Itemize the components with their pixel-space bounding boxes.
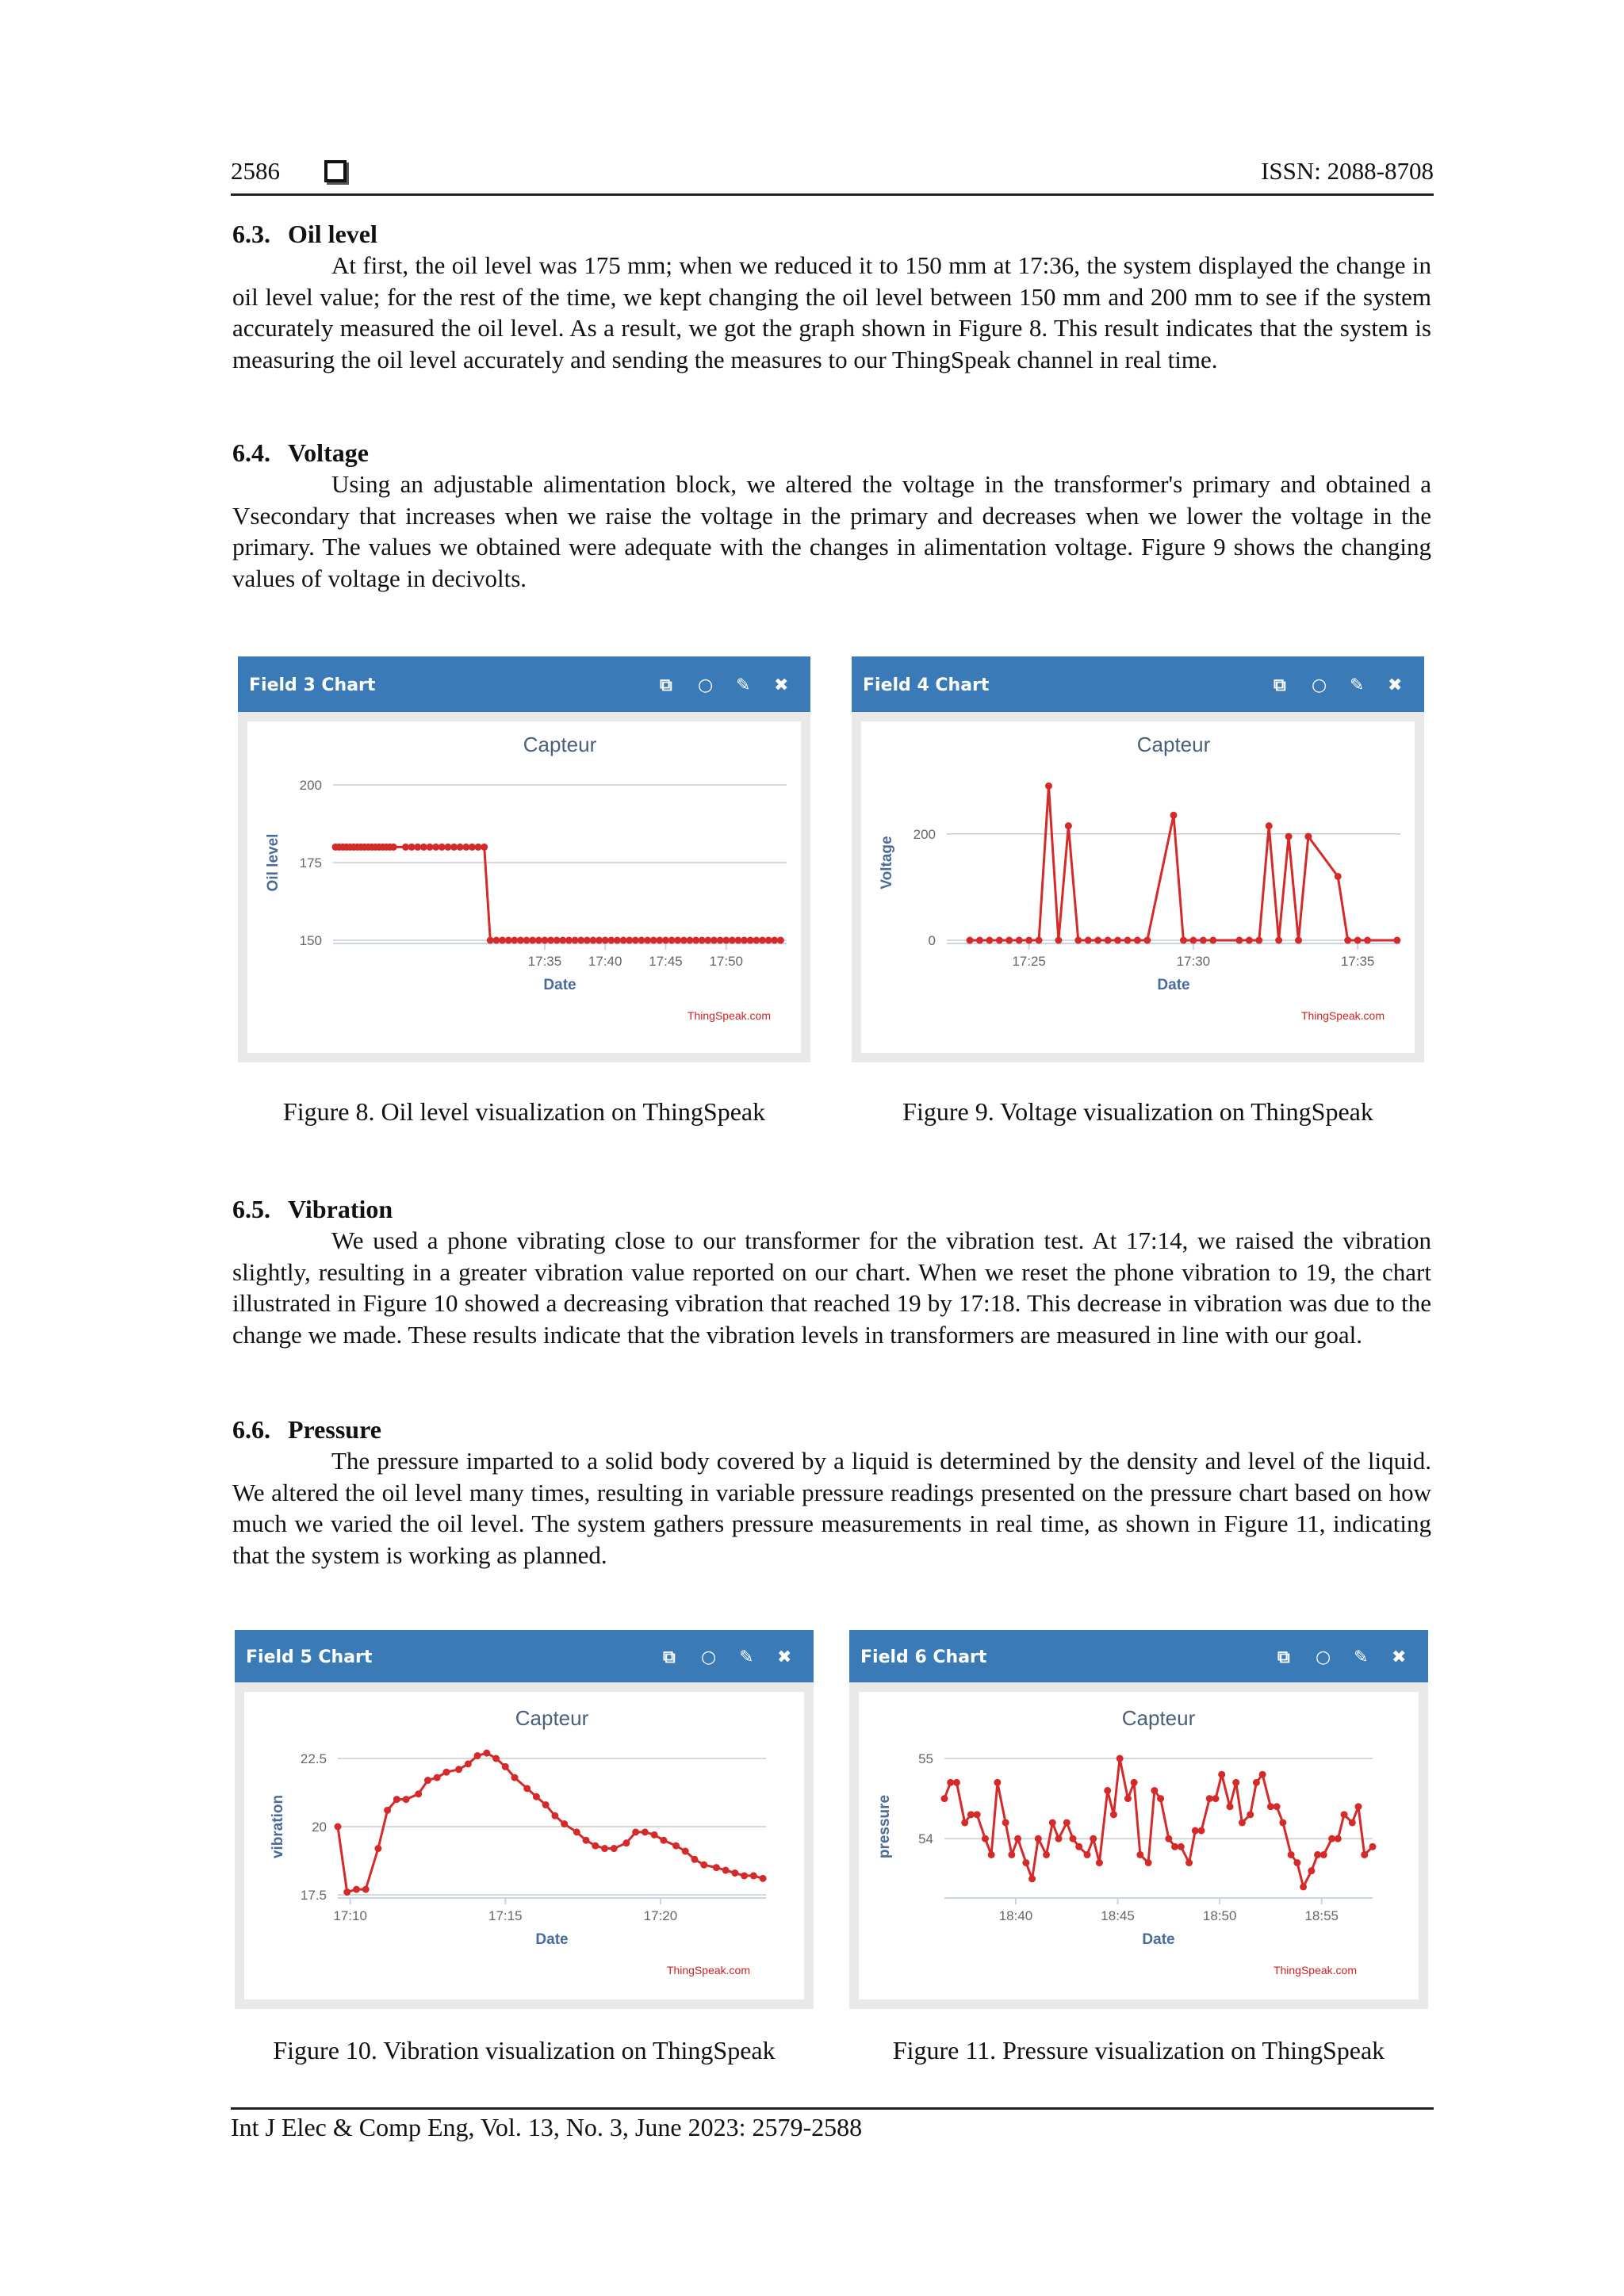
section-pressure — [232, 1414, 1431, 1571]
data-point — [741, 1872, 748, 1879]
data-point — [1143, 937, 1151, 944]
data-point — [492, 1755, 500, 1762]
data-point — [632, 1828, 639, 1835]
data-point — [611, 1845, 618, 1852]
data-point — [1085, 937, 1092, 944]
y-tick-label: 22.5 — [300, 1751, 327, 1766]
data-point — [455, 1766, 462, 1773]
data-point — [561, 1820, 568, 1827]
chart-card — [244, 1692, 804, 1999]
x-tick-label: 18:40 — [998, 1908, 1033, 1923]
data-point — [1344, 937, 1351, 944]
section-oil-level — [232, 218, 1431, 375]
data-point — [1369, 1843, 1377, 1850]
figure-10-caption: Figure 10. Vibration visualization on ThingSpeak — [273, 2036, 776, 2064]
data-point — [1178, 1843, 1185, 1850]
data-point — [1043, 1851, 1050, 1858]
data-point — [583, 1837, 590, 1844]
data-point — [1206, 1795, 1213, 1802]
data-point — [1170, 812, 1178, 819]
data-point — [1055, 1835, 1063, 1843]
data-point — [1025, 937, 1032, 944]
data-point — [1005, 937, 1013, 944]
chart-title: Capteur — [1121, 1706, 1196, 1730]
data-point — [713, 1864, 720, 1871]
chart-card — [247, 721, 801, 1053]
y-tick-label: 17.5 — [300, 1888, 327, 1903]
figure-8-oil-level-chart — [238, 656, 810, 1062]
data-point — [1349, 1819, 1356, 1826]
data-point — [1151, 1787, 1158, 1794]
data-point — [551, 1812, 558, 1820]
panel-title: Field 4 Chart — [863, 675, 990, 695]
data-point — [986, 937, 993, 944]
data-point — [1247, 1811, 1254, 1818]
data-point — [1314, 1851, 1321, 1858]
data-point — [1189, 937, 1197, 944]
data-point — [953, 1779, 960, 1786]
data-point — [1239, 1819, 1246, 1826]
data-point — [1105, 937, 1112, 944]
data-point — [542, 1801, 550, 1808]
thingspeak-credit: ThingSpeak.com — [687, 1009, 771, 1022]
x-tick-label: 18:55 — [1304, 1908, 1339, 1923]
chart-title: Capteur — [515, 1706, 589, 1730]
external-link-icon[interactable]: ⧉ — [660, 675, 672, 695]
data-point — [731, 1869, 738, 1877]
data-point — [961, 1819, 968, 1826]
data-point — [1157, 1795, 1164, 1802]
data-point — [1035, 1835, 1042, 1843]
data-point — [1393, 937, 1400, 944]
thingspeak-panel — [852, 656, 1424, 1062]
data-point — [1266, 822, 1273, 829]
data-point — [1124, 937, 1131, 944]
page-number: 2586 — [231, 157, 280, 185]
data-point — [1008, 1851, 1015, 1858]
data-point — [1361, 1851, 1368, 1858]
thingspeak-credit: ThingSpeak.com — [1300, 1009, 1385, 1022]
y-tick-label: 200 — [913, 826, 936, 842]
x-tick-label: 17:35 — [527, 954, 562, 969]
data-point — [1131, 1779, 1138, 1786]
data-point — [1227, 1803, 1234, 1810]
data-point — [1065, 822, 1072, 829]
data-point — [1335, 1835, 1342, 1843]
data-point — [622, 1839, 630, 1846]
y-tick-label: 55 — [918, 1751, 933, 1766]
section-heading: 6.6. Pressure — [232, 1415, 381, 1444]
data-point — [1200, 937, 1207, 944]
data-point — [760, 1875, 767, 1882]
data-point — [390, 844, 397, 851]
data-point — [1364, 937, 1371, 944]
figure-8-caption: Figure 8. Oil level visualization on ThingSpeak — [282, 1097, 766, 1126]
data-point — [1259, 1771, 1266, 1778]
data-point — [1354, 937, 1362, 944]
data-point — [1235, 937, 1243, 944]
thingspeak-panel — [238, 656, 810, 1062]
section-heading: 6.3. Oil level — [232, 220, 377, 248]
section-vibration — [232, 1193, 1431, 1350]
data-point — [1192, 1827, 1199, 1835]
y-tick-label: 20 — [312, 1820, 327, 1835]
figure-9-caption: Figure 9. Voltage visualization on ThingSpeak — [902, 1097, 1373, 1126]
data-point — [1285, 833, 1293, 840]
data-point — [415, 1790, 422, 1797]
thingspeak-panel — [849, 1630, 1428, 2009]
data-point — [1218, 1771, 1225, 1778]
data-point — [1070, 1835, 1077, 1843]
data-point — [1308, 1867, 1315, 1874]
data-point — [651, 1831, 658, 1839]
thingspeak-credit: ThingSpeak.com — [1273, 1964, 1357, 1976]
panel-title: Field 3 Chart — [249, 675, 376, 695]
data-point — [1104, 1787, 1111, 1794]
data-point — [362, 1886, 370, 1893]
data-point — [1328, 1835, 1335, 1843]
chart-title: Capteur — [523, 733, 597, 756]
data-point — [1355, 1803, 1362, 1810]
data-point — [1075, 1843, 1082, 1850]
data-point — [1209, 937, 1216, 944]
figure-11-caption: Figure 11. Pressure visualization on ThingSpeak — [892, 2036, 1385, 2064]
data-point — [700, 1862, 707, 1869]
data-point — [502, 1763, 509, 1770]
data-point — [672, 1843, 680, 1850]
data-point — [434, 1774, 441, 1781]
data-point — [1212, 1795, 1220, 1802]
data-point — [1165, 1835, 1172, 1843]
figure-9-voltage-chart — [852, 656, 1424, 1062]
data-point — [1232, 1779, 1239, 1786]
panel-title: Field 6 Chart — [860, 1647, 987, 1667]
x-tick-label: 17:10 — [333, 1908, 367, 1923]
data-point — [967, 937, 974, 944]
section-voltage — [232, 437, 1431, 594]
data-point — [1116, 1755, 1124, 1762]
data-point — [1134, 937, 1141, 944]
data-point — [982, 1835, 989, 1843]
x-tick-label: 17:20 — [643, 1908, 678, 1923]
data-point — [976, 937, 983, 944]
data-point — [1110, 1811, 1117, 1818]
section-paragraph: The pressure imparted to a solid body covered by a liquid is determined by the density and level of the liquid. We altered the oil level many times, resulting in variable pressure readings presented on the pressure chart based on how much we varied the oil level. The system gathers pressure measurements in real time, as shown in Figure 11, indicating that the system is working as planned. — [232, 1447, 1431, 1569]
data-point — [691, 1856, 699, 1863]
data-point — [511, 1774, 519, 1781]
data-point — [601, 1845, 608, 1852]
data-point — [1341, 1811, 1348, 1818]
external-link-icon[interactable]: ⧉ — [1274, 675, 1286, 695]
data-point — [1096, 1859, 1103, 1866]
data-point — [481, 844, 488, 851]
section-paragraph: We used a phone vibrating close to our transformer for the vibration test. At 17:14, we raised the vibration slightly, resulting in a greater vibration value reported on our chart. When we reset the phone vibration to 19, the chart illustrated in Figure 10 showed a decreasing vibration that reached 19 by 17:18. This decrease in vibration was due to the change we made. These results indicate that the vibration levels in transformers are measured in line with our goal. — [232, 1226, 1431, 1349]
data-point — [353, 1886, 360, 1893]
data-point — [1267, 1803, 1274, 1810]
data-point — [1055, 937, 1062, 944]
x-tick-label: 18:50 — [1202, 1908, 1237, 1923]
y-tick-label: 175 — [299, 855, 322, 871]
data-point — [967, 1811, 975, 1818]
data-point — [1295, 937, 1302, 944]
chart-card — [861, 721, 1415, 1053]
thingspeak-credit: ThingSpeak.com — [666, 1964, 750, 1976]
data-point — [1145, 1859, 1152, 1866]
y-tick-label: 150 — [299, 933, 322, 948]
data-point — [1293, 1859, 1300, 1866]
data-point — [1335, 873, 1342, 880]
x-tick-label: 17:50 — [709, 954, 744, 969]
data-point — [1255, 937, 1262, 944]
data-point — [424, 1777, 431, 1784]
page-header — [231, 155, 1434, 196]
data-point — [642, 1828, 649, 1835]
data-point — [1084, 1851, 1091, 1858]
data-point — [1288, 1851, 1295, 1858]
pencil-icon[interactable]: ✎ — [1354, 1647, 1369, 1667]
data-point — [1036, 937, 1043, 944]
x-axis-label: Date — [543, 977, 576, 993]
panel-title: Field 5 Chart — [246, 1647, 373, 1667]
x-tick-label: 17:30 — [1176, 954, 1211, 969]
figure-11-pressure-chart — [849, 1630, 1428, 2009]
data-point — [384, 1807, 391, 1814]
page-footer — [231, 2107, 1434, 2142]
data-point — [483, 1750, 490, 1757]
data-point — [474, 1752, 481, 1759]
x-tick-label: 17:35 — [1340, 954, 1375, 969]
data-point — [988, 1851, 995, 1858]
external-link-icon[interactable]: ⧉ — [663, 1647, 676, 1667]
data-point — [393, 1796, 400, 1803]
pencil-icon[interactable]: ✎ — [736, 675, 751, 695]
figure-10-vibration-chart — [235, 1630, 814, 2009]
data-point — [947, 1779, 954, 1786]
x-tick-label: 18:45 — [1101, 1908, 1135, 1923]
data-point — [660, 1837, 667, 1844]
close-icon[interactable]: ✖ — [1392, 1647, 1407, 1667]
data-point — [1063, 1819, 1071, 1826]
close-icon[interactable]: ✖ — [1388, 675, 1403, 695]
data-point — [374, 1845, 381, 1852]
data-point — [335, 1823, 342, 1831]
data-point — [533, 1793, 540, 1800]
comment-icon[interactable]: ○ — [698, 675, 714, 695]
external-link-icon[interactable]: ⧉ — [1277, 1647, 1290, 1667]
close-icon[interactable]: ✖ — [777, 1647, 792, 1667]
chart-title: Capteur — [1136, 733, 1211, 756]
data-point — [1124, 1795, 1132, 1802]
comment-icon[interactable]: ○ — [1316, 1647, 1331, 1667]
data-point — [1022, 1859, 1029, 1866]
data-point — [1185, 1859, 1193, 1866]
data-point — [996, 937, 1003, 944]
x-axis-label: Date — [1157, 977, 1190, 993]
y-axis-label: Voltage — [879, 836, 895, 890]
y-tick-label: 0 — [928, 933, 936, 948]
data-point — [1136, 1851, 1143, 1858]
section-paragraph: At first, the oil level was 175 mm; when we reduced it to 150 mm at 17:36, the system displayed the change in oil level value; for the rest of the time, we kept changing the oil level between 150 mm and 200 mm to see if the system accurately measured the oil level. As a result, we got the graph shown in Figure 8. This result indicates that the system is measuring the oil level accurately and sending the measures to our ThingSpeak channel in real time. — [232, 251, 1431, 373]
data-point — [1014, 1835, 1021, 1843]
data-point — [1320, 1851, 1327, 1858]
data-point — [1114, 937, 1121, 944]
section-paragraph: Using an adjustable alimentation block, we altered the voltage in the transformer's primary and obtained a Vsecondary that increases when we raise the voltage in the primary and decreases when we lower the voltage in the primary. The values we obtained were adequate with the changes in alimentation voltage. Figure 9 shows the changing values of voltage in decivolts. — [232, 470, 1431, 592]
data-point — [573, 1828, 580, 1835]
section-heading: 6.4. Voltage — [232, 438, 369, 467]
section-heading: 6.5. Vibration — [232, 1195, 393, 1223]
y-axis-label: Oil level — [265, 833, 282, 892]
data-point — [1045, 783, 1052, 790]
data-point — [777, 937, 784, 944]
data-point — [722, 1867, 730, 1874]
data-point — [1171, 1843, 1178, 1850]
data-point — [994, 1779, 1001, 1786]
issn: ISSN: 2088-8708 — [1261, 157, 1434, 185]
data-point — [941, 1795, 948, 1802]
x-tick-label: 17:40 — [588, 954, 622, 969]
data-point — [1300, 1883, 1307, 1890]
data-point — [1253, 1779, 1260, 1786]
citation: Int J Elec & Comp Eng, Vol. 13, No. 3, June 2023: 2579-2588 — [231, 2113, 863, 2141]
y-tick-label: 54 — [918, 1831, 933, 1847]
comment-icon[interactable]: ○ — [1312, 675, 1327, 695]
data-point — [1049, 1819, 1056, 1826]
data-point — [1304, 833, 1312, 840]
x-axis-label: Date — [1142, 1931, 1175, 1948]
data-point — [403, 1796, 410, 1803]
y-tick-label: 200 — [299, 778, 322, 793]
data-point — [465, 1760, 472, 1767]
data-point — [1090, 1835, 1097, 1843]
thingspeak-panel — [235, 1630, 814, 2009]
pencil-icon[interactable]: ✎ — [1350, 675, 1365, 695]
data-point — [1094, 937, 1101, 944]
data-point — [343, 1888, 350, 1896]
comment-icon[interactable]: ○ — [701, 1647, 717, 1667]
data-point — [442, 1769, 450, 1776]
pencil-icon[interactable]: ✎ — [739, 1647, 754, 1667]
x-tick-label: 17:15 — [488, 1908, 523, 1923]
data-point — [1074, 937, 1082, 944]
data-point — [1028, 1875, 1036, 1882]
data-point — [1016, 937, 1023, 944]
y-axis-label: pressure — [876, 1794, 893, 1859]
data-point — [682, 1847, 689, 1854]
close-icon[interactable]: ✖ — [774, 675, 789, 695]
square-bullet-icon — [324, 160, 347, 182]
x-tick-label: 17:45 — [649, 954, 683, 969]
data-point — [1274, 1803, 1281, 1810]
y-axis-label: vibration — [270, 1794, 286, 1859]
data-point — [1279, 1819, 1286, 1826]
data-point — [974, 1811, 981, 1818]
data-point — [1246, 937, 1253, 944]
data-point — [1002, 1819, 1009, 1826]
x-tick-label: 17:25 — [1012, 954, 1046, 969]
data-point — [523, 1785, 530, 1792]
data-point — [1198, 1827, 1205, 1835]
data-point — [592, 1843, 599, 1850]
data-point — [1180, 937, 1187, 944]
data-point — [1275, 937, 1282, 944]
data-point — [750, 1872, 757, 1879]
x-axis-label: Date — [535, 1931, 569, 1948]
